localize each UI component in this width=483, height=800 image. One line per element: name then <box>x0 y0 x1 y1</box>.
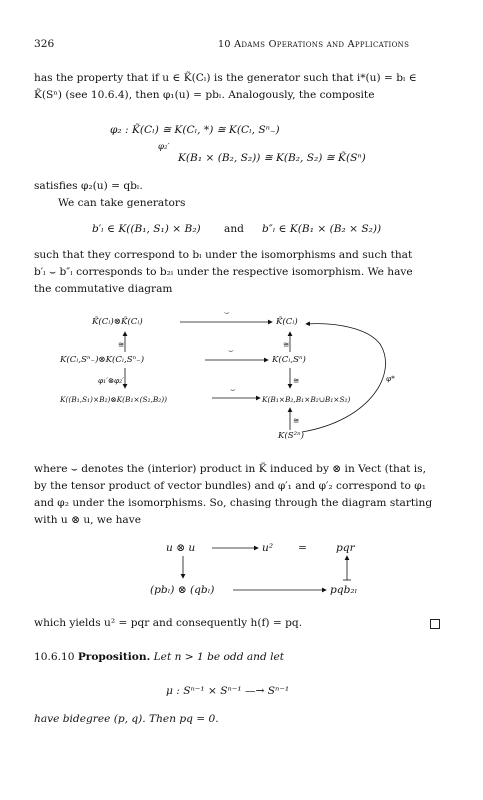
diagram-r4-right: K(S²ⁿ) <box>278 431 304 441</box>
diagram-r1-right: K̃(Cₗ) <box>276 317 298 327</box>
para3-line2: by the tensor product of vector bundles) and φ′₁ and φ′₂ correspond to φ₁ <box>34 480 426 492</box>
chase-top-right: pqr <box>336 542 355 554</box>
diagram-cup-r3: ⌣ <box>230 385 236 395</box>
diagram-cup-r2: ⌣ <box>228 346 234 356</box>
chase-equals: = <box>298 542 307 554</box>
diagram-iso-right2: ≅ <box>293 376 300 385</box>
diagram-r2-right: K(Cₗ,Sⁿ) <box>272 355 306 365</box>
diagram-r3-left: K((B₁,S₁)×B₂)⊗K(B₁×(S₂,B₂)) <box>60 395 168 404</box>
equation-phi2-arrow-label: φ₂′ <box>158 142 170 152</box>
para3-line3: and φ₂ under the isomorphisms. So, chasing through the diagram starting <box>34 497 433 509</box>
chase-bottom-right: pqb₂ₗ <box>330 584 358 596</box>
chase-top-mid: u² <box>262 542 274 554</box>
diagram-r1-left: K̃(Cₗ)⊗K̃(Cₗ) <box>92 317 143 327</box>
para2-line2: b′ₗ ⌣ b″ₗ corresponds to b₂ₗ under the respective isomorphism. We have <box>34 266 413 278</box>
para1-line1: has the property that if u ∈ K̃(Cₗ) is the generator such that i*(u) = bₗ ∈ <box>34 72 417 84</box>
line-satisfies: satisfies φ₂(u) = qbₗ. <box>34 180 143 192</box>
proposition-number: 10.6.10 <box>34 651 75 663</box>
chase-bottom-left: (pbₗ) ⊗ (qbₗ) <box>150 584 215 596</box>
para3-line1: where ⌣ denotes the (interior) product in K̃ induced by ⊗ in Vect (that is, <box>34 463 426 475</box>
para2-line1: such that they correspond to bₗ under the isomorphisms and such that <box>34 249 413 261</box>
diagram-iso-right3: ≅ <box>293 416 300 425</box>
diagram-phi-star: φ* <box>386 374 395 383</box>
running-title: 10 Adams Operations and Applications <box>218 39 410 50</box>
diagram-r2-left: K(Cₗ,Sⁿ₋)⊗K(Cₗ,Sⁿ₋) <box>60 355 145 365</box>
proposition-heading <box>34 651 284 664</box>
chase-top-left: u ⊗ u <box>166 542 196 554</box>
equation-mu: μ : Sⁿ⁻¹ × Sⁿ⁻¹ —→ Sⁿ⁻¹ <box>166 685 290 697</box>
proposition-text: Let n > 1 be odd and let <box>153 651 285 663</box>
equation-generators-right: b″ₗ ∈ K(B₁ × (B₂ × S₂)) <box>262 223 382 235</box>
diagram-iso-left: ≅ <box>118 340 125 349</box>
equation-phi2-line1: φ₂ : K̃(Cₗ) ≅ K(Cₗ, *) ≅ K(Cₗ, Sⁿ₋) <box>110 124 280 136</box>
equation-generators-and: and <box>224 223 244 235</box>
para1-line2: K̃(Sⁿ) (see 10.6.4), then φ₁(u) = pbₗ. Analogously, the composite <box>34 89 375 101</box>
equation-phi2-line2: K(B₁ × (B₂, S₂)) ≅ K(B₂, S₂) ≅ K̃(Sⁿ) <box>178 152 366 164</box>
line-yields: which yields u² = pqr and consequently h(f) = pq. <box>34 617 303 629</box>
diagram-phi-label: φ₁′⊗φ₂′ <box>98 376 124 385</box>
diagram-r3-right: K(B₁×B₂,B₁×B₂∪B₁×S₂) <box>262 395 351 404</box>
proposition-title: Proposition. <box>77 651 151 663</box>
para2-line3: the commutative diagram <box>34 283 173 295</box>
qed-box <box>430 619 440 629</box>
equation-generators-left: b′ₗ ∈ K((B₁, S₁) × B₂) <box>92 223 201 235</box>
diagram-cup-r1: ⌣ <box>224 308 230 318</box>
para3-line4: with u ⊗ u, we have <box>34 514 141 526</box>
page-number: 326 <box>34 38 55 50</box>
proposition-last-line: have bidegree (p, q). Then pq = 0. <box>34 713 219 725</box>
diagram-arrow-phi-star <box>302 324 386 432</box>
diagram-iso-right: ≅ <box>283 340 290 349</box>
line-generators: We can take generators <box>58 197 186 209</box>
